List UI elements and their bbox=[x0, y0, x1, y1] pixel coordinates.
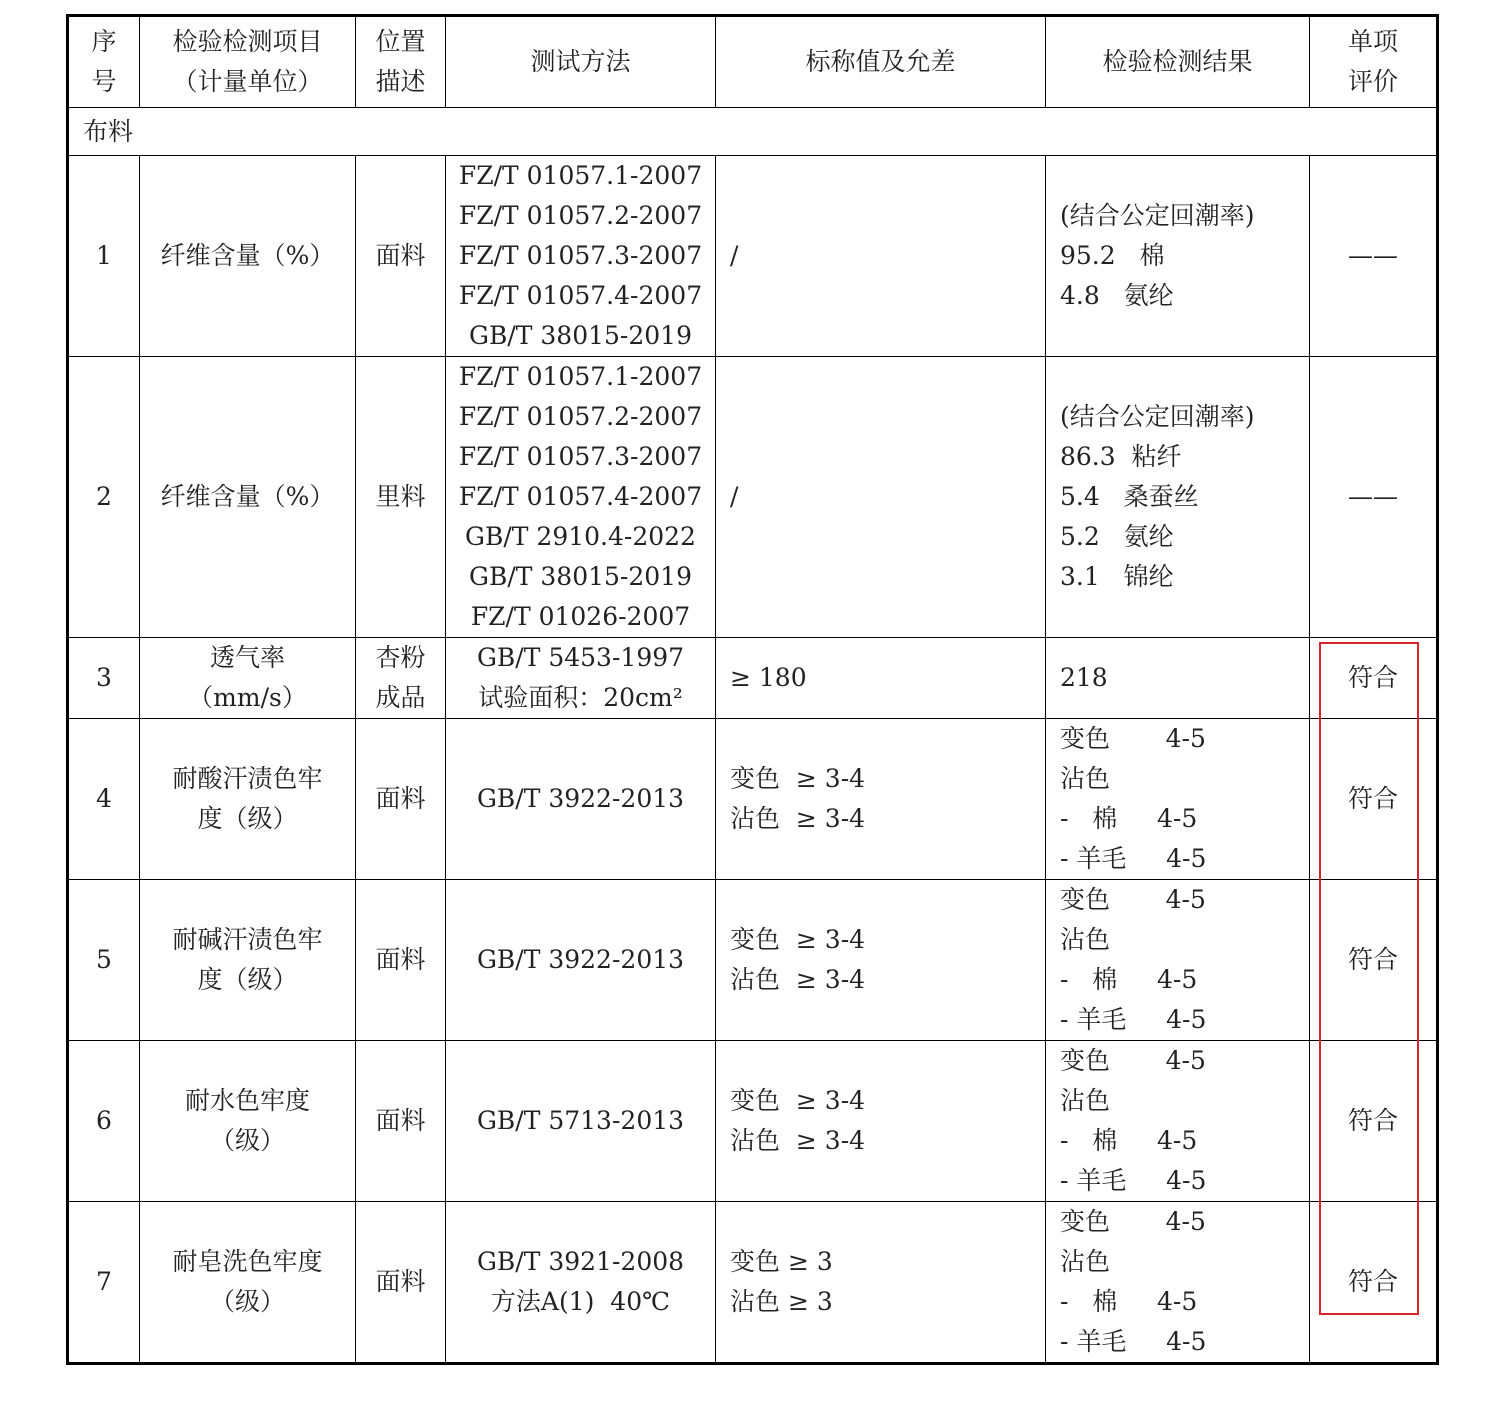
cell-nominal bbox=[716, 719, 1046, 880]
cell-result-line: 5.4 桑蚕丝 bbox=[1060, 482, 1199, 511]
cell-result-line: (结合公定回潮率) bbox=[1060, 402, 1255, 431]
cell-method-line: GB/T 5453-1997 bbox=[476, 643, 685, 672]
cell-evaluation: 符合 bbox=[1310, 880, 1438, 1041]
cell-result-line: - 棉 4-5 bbox=[1060, 804, 1198, 833]
cell-nominal-line: 沾色 ≥ 3-4 bbox=[730, 965, 866, 994]
table-row bbox=[68, 1041, 1438, 1202]
cell-result bbox=[1046, 156, 1310, 357]
cell-no: 1 bbox=[68, 156, 140, 357]
cell-item-line: 度（级） bbox=[197, 965, 298, 994]
cell-method-line: FZ/T 01057.4-2007 bbox=[458, 482, 703, 511]
cell-evaluation: —— bbox=[1310, 156, 1438, 357]
cell-method-line: FZ/T 01057.1-2007 bbox=[458, 362, 703, 391]
table-row bbox=[68, 156, 1438, 357]
cell-method-line: 试验面积：20cm² bbox=[478, 683, 683, 712]
cell-item-line: 度（级） bbox=[197, 804, 298, 833]
cell-result-line: 沾色 bbox=[1060, 1086, 1111, 1115]
cell-method bbox=[446, 880, 716, 1041]
cell-method bbox=[446, 156, 716, 357]
cell-no: 3 bbox=[68, 638, 140, 719]
cell-item bbox=[140, 638, 356, 719]
cell-result-line: 5.2 氨纶 bbox=[1060, 522, 1174, 551]
cell-result bbox=[1046, 357, 1310, 638]
cell-item-line: 耐水色牢度 bbox=[184, 1086, 310, 1115]
cell-nominal-line: / bbox=[730, 482, 739, 511]
cell-method-line: FZ/T 01057.2-2007 bbox=[458, 201, 703, 230]
cell-result-line: 变色 4-5 bbox=[1060, 724, 1206, 753]
header-no: 序 号 bbox=[68, 16, 140, 108]
cell-item-line: 耐皂洗色牢度 bbox=[172, 1247, 323, 1276]
cell-item-line: 纤维含量（%） bbox=[160, 241, 335, 270]
table-row bbox=[68, 880, 1438, 1041]
cell-method-line: GB/T 3922-2013 bbox=[476, 945, 685, 974]
cell-no: 7 bbox=[68, 1202, 140, 1364]
cell-nominal-line: 变色 ≥ 3-4 bbox=[730, 925, 866, 954]
cell-method-line: FZ/T 01057.1-2007 bbox=[458, 161, 703, 190]
cell-item-line: 纤维含量（%） bbox=[160, 482, 335, 511]
cell-method-line: FZ/T 01057.2-2007 bbox=[458, 402, 703, 431]
cell-result bbox=[1046, 1041, 1310, 1202]
cell-item-line: 透气率 bbox=[209, 643, 285, 672]
header-item: 检验检测项目 （计量单位） bbox=[140, 16, 356, 108]
cell-result-line: 变色 4-5 bbox=[1060, 885, 1206, 914]
cell-method-line: FZ/T 01026-2007 bbox=[470, 602, 691, 631]
cell-nominal bbox=[716, 156, 1046, 357]
cell-result-line: 沾色 bbox=[1060, 925, 1111, 954]
cell-result-line: 沾色 bbox=[1060, 1247, 1111, 1276]
cell-result-line: - 棉 4-5 bbox=[1060, 965, 1198, 994]
header-method: 测试方法 bbox=[446, 16, 716, 108]
cell-evaluation: 符合 bbox=[1310, 1202, 1438, 1364]
cell-no: 2 bbox=[68, 357, 140, 638]
cell-position-line: 面料 bbox=[375, 1267, 426, 1296]
cell-method-line: GB/T 3922-2013 bbox=[476, 784, 685, 813]
cell-evaluation: 符合 bbox=[1310, 719, 1438, 880]
header-evaluation: 单项 评价 bbox=[1310, 16, 1438, 108]
cell-method-line: GB/T 38015-2019 bbox=[469, 321, 692, 350]
cell-result bbox=[1046, 638, 1310, 719]
cell-method-line: GB/T 38015-2019 bbox=[469, 562, 692, 591]
cell-nominal-line: 沾色 ≥ 3-4 bbox=[730, 804, 866, 833]
cell-position-line: 成品 bbox=[375, 683, 426, 712]
cell-result-line: - 棉 4-5 bbox=[1060, 1287, 1198, 1316]
cell-nominal-line: ≥ 180 bbox=[730, 663, 807, 692]
inspection-results-table bbox=[66, 14, 1439, 1365]
cell-position bbox=[356, 719, 446, 880]
cell-position bbox=[356, 156, 446, 357]
cell-method bbox=[446, 357, 716, 638]
cell-result-line: - 羊毛 4-5 bbox=[1060, 844, 1207, 873]
cell-result-line: 变色 4-5 bbox=[1060, 1207, 1206, 1236]
cell-method-line: 方法A(1) 40℃ bbox=[490, 1287, 671, 1316]
cell-method bbox=[446, 1202, 716, 1364]
cell-nominal bbox=[716, 638, 1046, 719]
cell-method-line: FZ/T 01057.3-2007 bbox=[458, 442, 703, 471]
cell-method-line: GB/T 5713-2013 bbox=[476, 1106, 685, 1135]
header-result: 检验检测结果 bbox=[1046, 16, 1310, 108]
cell-result-line: 沾色 bbox=[1060, 764, 1111, 793]
header-position: 位置 描述 bbox=[356, 16, 446, 108]
cell-nominal bbox=[716, 880, 1046, 1041]
cell-position bbox=[356, 1041, 446, 1202]
cell-nominal-line: / bbox=[730, 241, 739, 270]
cell-result-line: 86.3 粘纤 bbox=[1060, 442, 1182, 471]
cell-item bbox=[140, 880, 356, 1041]
cell-result-line: - 棉 4-5 bbox=[1060, 1126, 1198, 1155]
cell-position-line: 面料 bbox=[375, 1106, 426, 1135]
cell-nominal-line: 沾色 ≥ 3-4 bbox=[730, 1126, 866, 1155]
cell-no: 5 bbox=[68, 880, 140, 1041]
cell-method-line: FZ/T 01057.4-2007 bbox=[458, 281, 703, 310]
cell-item-line: （级） bbox=[209, 1287, 285, 1316]
table-row bbox=[68, 357, 1438, 638]
cell-position-line: 面料 bbox=[375, 945, 426, 974]
section-label: 布料 bbox=[68, 108, 1438, 156]
cell-result-line: - 羊毛 4-5 bbox=[1060, 1166, 1207, 1195]
cell-result-line: 3.1 锦纶 bbox=[1060, 562, 1174, 591]
cell-no: 6 bbox=[68, 1041, 140, 1202]
cell-method bbox=[446, 719, 716, 880]
cell-result-line: - 羊毛 4-5 bbox=[1060, 1005, 1207, 1034]
cell-result-line: 95.2 棉 bbox=[1060, 241, 1165, 270]
cell-item bbox=[140, 1041, 356, 1202]
cell-no: 4 bbox=[68, 719, 140, 880]
cell-item-line: （级） bbox=[209, 1126, 285, 1155]
cell-item-line: 耐碱汗渍色牢 bbox=[172, 925, 323, 954]
table-row bbox=[68, 719, 1438, 880]
cell-position-line: 面料 bbox=[375, 784, 426, 813]
cell-nominal bbox=[716, 1202, 1046, 1364]
cell-item-line: （mm/s） bbox=[188, 683, 307, 712]
cell-nominal-line: 变色 ≥ 3 bbox=[730, 1247, 833, 1276]
cell-position-line: 杏粉 bbox=[375, 643, 426, 672]
cell-position-line: 里料 bbox=[375, 482, 426, 511]
cell-position-line: 面料 bbox=[375, 241, 426, 270]
cell-item bbox=[140, 719, 356, 880]
cell-result-line: (结合公定回潮率) bbox=[1060, 201, 1255, 230]
cell-position bbox=[356, 880, 446, 1041]
cell-position bbox=[356, 1202, 446, 1364]
cell-item bbox=[140, 1202, 356, 1364]
cell-nominal-line: 变色 ≥ 3-4 bbox=[730, 764, 866, 793]
table-row bbox=[68, 1202, 1438, 1364]
header-row bbox=[68, 16, 1438, 108]
cell-evaluation: 符合 bbox=[1310, 1041, 1438, 1202]
cell-position bbox=[356, 638, 446, 719]
table-row bbox=[68, 638, 1438, 719]
cell-result bbox=[1046, 719, 1310, 880]
header-nominal: 标称值及允差 bbox=[716, 16, 1046, 108]
cell-item bbox=[140, 357, 356, 638]
cell-result-line: 变色 4-5 bbox=[1060, 1046, 1206, 1075]
cell-result-line: - 羊毛 4-5 bbox=[1060, 1327, 1207, 1356]
cell-result-line: 4.8 氨纶 bbox=[1060, 281, 1174, 310]
cell-item-line: 耐酸汗渍色牢 bbox=[172, 764, 323, 793]
section-row bbox=[68, 108, 1438, 156]
cell-nominal-line: 沾色 ≥ 3 bbox=[730, 1287, 833, 1316]
cell-evaluation: 符合 bbox=[1310, 638, 1438, 719]
cell-result bbox=[1046, 880, 1310, 1041]
cell-method bbox=[446, 638, 716, 719]
cell-method bbox=[446, 1041, 716, 1202]
cell-nominal bbox=[716, 1041, 1046, 1202]
cell-method-line: GB/T 3921-2008 bbox=[476, 1247, 685, 1276]
cell-method-line: GB/T 2910.4-2022 bbox=[465, 522, 696, 551]
cell-nominal bbox=[716, 357, 1046, 638]
cell-method-line: FZ/T 01057.3-2007 bbox=[458, 241, 703, 270]
cell-position bbox=[356, 357, 446, 638]
cell-result-line: 218 bbox=[1060, 663, 1108, 692]
cell-item bbox=[140, 156, 356, 357]
cell-evaluation: —— bbox=[1310, 357, 1438, 638]
cell-nominal-line: 变色 ≥ 3-4 bbox=[730, 1086, 866, 1115]
cell-result bbox=[1046, 1202, 1310, 1364]
